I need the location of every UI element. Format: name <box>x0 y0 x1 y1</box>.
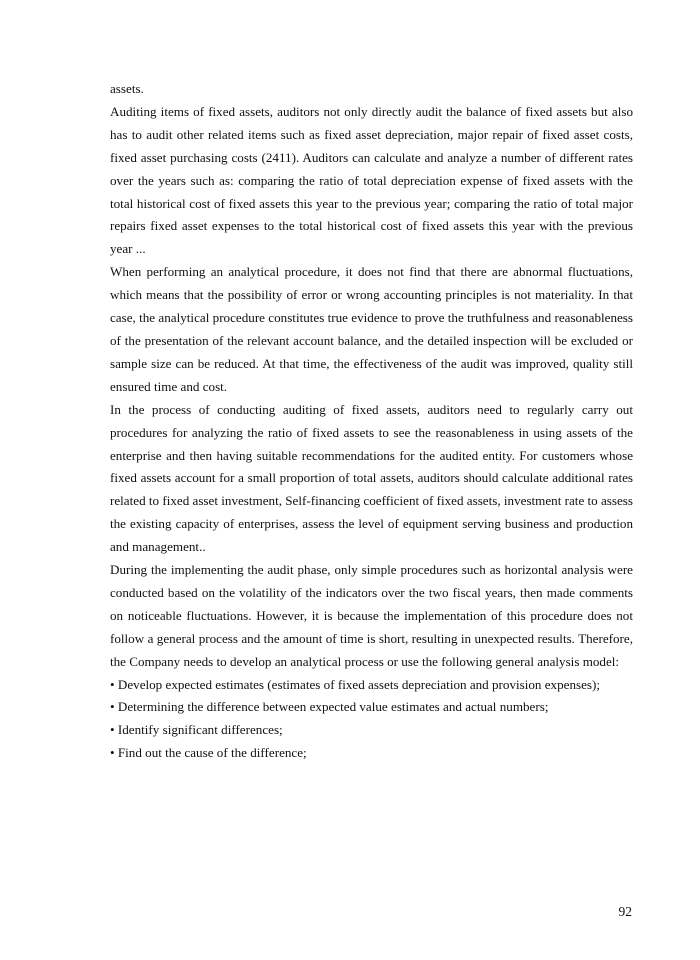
list-item-text: Identify significant differences; <box>117 722 283 738</box>
list-item-text: Find out the cause of the difference; <box>117 745 307 761</box>
paragraph-continuation: assets. <box>110 81 144 96</box>
paragraph-analytical-procedure: When performing an analytical procedure, it does not find that there are abnormal fluctuations, which means that the possibility of error or wrong accounting principles is not materiality. In that case, the analytical procedure constitutes true evidence to prove the truthfulness and reasonableness of the presentation of the relevant account balance, and the detailed inspection will be excluded or sample size can be reduced. At that time, the effectiveness of the audit was improved, quality still ensured time and cost. <box>110 264 633 394</box>
paragraph-implementation-phase: During the implementing the audit phase, only simple procedures such as horizontal analysis were conducted based on the volatility of the indicators over the two fiscal years, then made comments on noticeable fluctuations. However, it is because the implementation of this procedure does not follow a general process and the amount of time is short, resulting in unexpected results. Therefore, the Company needs to develop an analytical process or use the following general analysis model: <box>110 562 633 669</box>
list-item <box>110 719 633 742</box>
bullet-list <box>110 674 633 766</box>
list-item-text: Determining the difference between expected value estimates and actual numbers; <box>117 699 549 715</box>
page-number: 92 <box>618 904 632 919</box>
list-item-text: Develop expected estimates (estimates of fixed assets depreciation and provision expenses); <box>117 676 601 692</box>
page-body <box>110 78 633 765</box>
paragraph-fixed-assets-audit: Auditing items of fixed assets, auditors not only directly audit the balance of fixed assets but also has to audit other related items such as fixed asset depreciation, major repair of fixed asset costs, fixed asset purchasing costs (2411). Auditors can calculate and analyze a number of different rates over the years such as: comparing the ratio of total depreciation expense of fixed assets with the total historical cost of fixed assets this year to the previous year; comparing the ratio of total major repairs fixed asset expenses to the total historical cost of fixed assets this year with the previous year ... <box>110 103 633 257</box>
bullet-icon: • <box>110 699 115 715</box>
paragraph-ratio-analysis: In the process of conducting auditing of fixed assets, auditors need to regularly carry out procedures for analyzing the ratio of fixed assets to see the reasonableness in using assets of the enterprise and then having suitable recommendations for the audited entity. For customers whose fixed assets account for a small proportion of total assets, auditors should calculate additional rates related to fixed asset investment, Self-financing coefficient of fixed assets, investment rate to assess the existing capacity of enterprises, assess the level of equipment serving business and production and management.. <box>110 401 633 555</box>
list-item <box>110 696 633 719</box>
list-item <box>110 674 633 697</box>
list-item <box>110 742 633 765</box>
bullet-icon: • <box>110 722 115 738</box>
bullet-icon: • <box>110 676 115 692</box>
bullet-icon: • <box>110 745 115 761</box>
